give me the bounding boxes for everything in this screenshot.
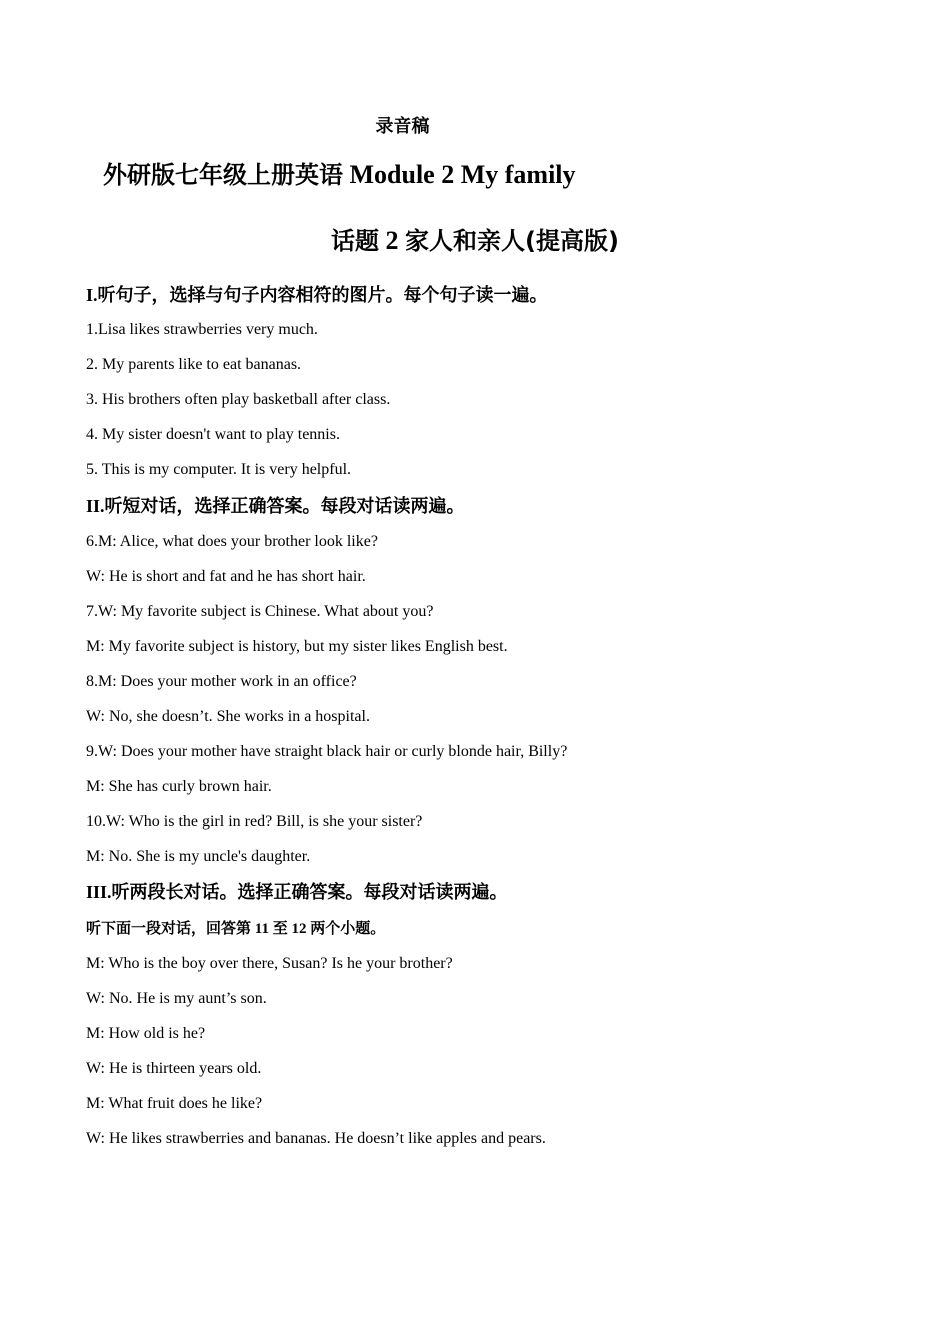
title-english-part: Module 2 My family bbox=[343, 160, 576, 189]
subheading-number: 12 bbox=[287, 921, 311, 937]
title-topic-word: 话题 bbox=[331, 227, 380, 255]
subheading-text: 两个小题。 bbox=[310, 919, 386, 937]
title-edition: (提高版) bbox=[525, 227, 619, 255]
section-2-line: W: He is short and fat and he has short hair. bbox=[86, 568, 366, 585]
section-3-line: W: He likes strawberries and bananas. He doesn’t like apples and pears. bbox=[86, 1130, 546, 1147]
section-3-instructions: 听两段长对话。选择正确答案。每段对话读两遍。 bbox=[111, 882, 508, 903]
section-3-line: M: What fruit does he like? bbox=[86, 1095, 263, 1112]
section-2-heading bbox=[86, 493, 465, 520]
section-3-numeral: III. bbox=[86, 882, 112, 902]
section-1-numeral: I. bbox=[86, 285, 98, 305]
title-topic-name: 家人和亲人 bbox=[405, 227, 526, 255]
section-3-line: W: No. He is my aunt’s son. bbox=[86, 990, 267, 1007]
subheading-text: 听下面一段对话，回答第 bbox=[86, 919, 252, 937]
section-3-line: W: He is thirteen years old. bbox=[86, 1060, 262, 1077]
title-chinese-part: 外研版七年级上册英语 bbox=[103, 161, 343, 189]
section-1-instructions: 听句子，选择与句子内容相符的图片。每个句子读一遍。 bbox=[97, 285, 548, 306]
section-1-line: 3. His brothers often play basketball after class. bbox=[86, 391, 391, 408]
section-3-heading bbox=[86, 879, 508, 906]
section-1-line: 1.Lisa likes strawberries very much. bbox=[86, 321, 318, 338]
section-1-line: 4. My sister doesn't want to play tennis. bbox=[86, 426, 340, 443]
subheading-text: 至 bbox=[272, 919, 288, 937]
section-1-line: 5. This is my computer. It is very helpful. bbox=[86, 461, 352, 478]
section-1-heading bbox=[86, 282, 548, 309]
document-title-line-1 bbox=[103, 157, 576, 193]
section-2-line: 8.M: Does your mother work in an office? bbox=[86, 673, 357, 690]
section-2-line: 10.W: Who is the girl in red? Bill, is she your sister? bbox=[86, 813, 423, 830]
section-2-line: 6.M: Alice, what does your brother look like? bbox=[86, 533, 378, 550]
section-2-line: 7.W: My favorite subject is Chinese. What about you? bbox=[86, 603, 434, 620]
section-2-line: 9.W: Does your mother have straight black hair or curly blonde hair, Billy? bbox=[86, 743, 568, 760]
subheading-number: 11 bbox=[251, 921, 273, 937]
section-3-subheading bbox=[86, 917, 385, 940]
document-label: 录音稿 bbox=[375, 116, 430, 137]
section-2-instructions: 听短对话，选择正确答案。每段对话读两遍。 bbox=[104, 496, 465, 517]
section-3-line: M: Who is the boy over there, Susan? Is he your brother? bbox=[86, 955, 453, 972]
section-2-line: W: No, she doesn’t. She works in a hospital. bbox=[86, 708, 370, 725]
section-1-line: 2. My parents like to eat bananas. bbox=[86, 356, 302, 373]
section-2-line: M: My favorite subject is history, but my sister likes English best. bbox=[86, 638, 508, 655]
document-title-line-2 bbox=[0, 223, 950, 259]
section-2-numeral: II. bbox=[86, 496, 105, 516]
section-2-line: M: She has curly brown hair. bbox=[86, 778, 272, 795]
section-3-line: M: How old is he? bbox=[86, 1025, 206, 1042]
title-topic-number: 2 bbox=[379, 226, 406, 255]
section-2-line: M: No. She is my uncle's daughter. bbox=[86, 848, 311, 865]
